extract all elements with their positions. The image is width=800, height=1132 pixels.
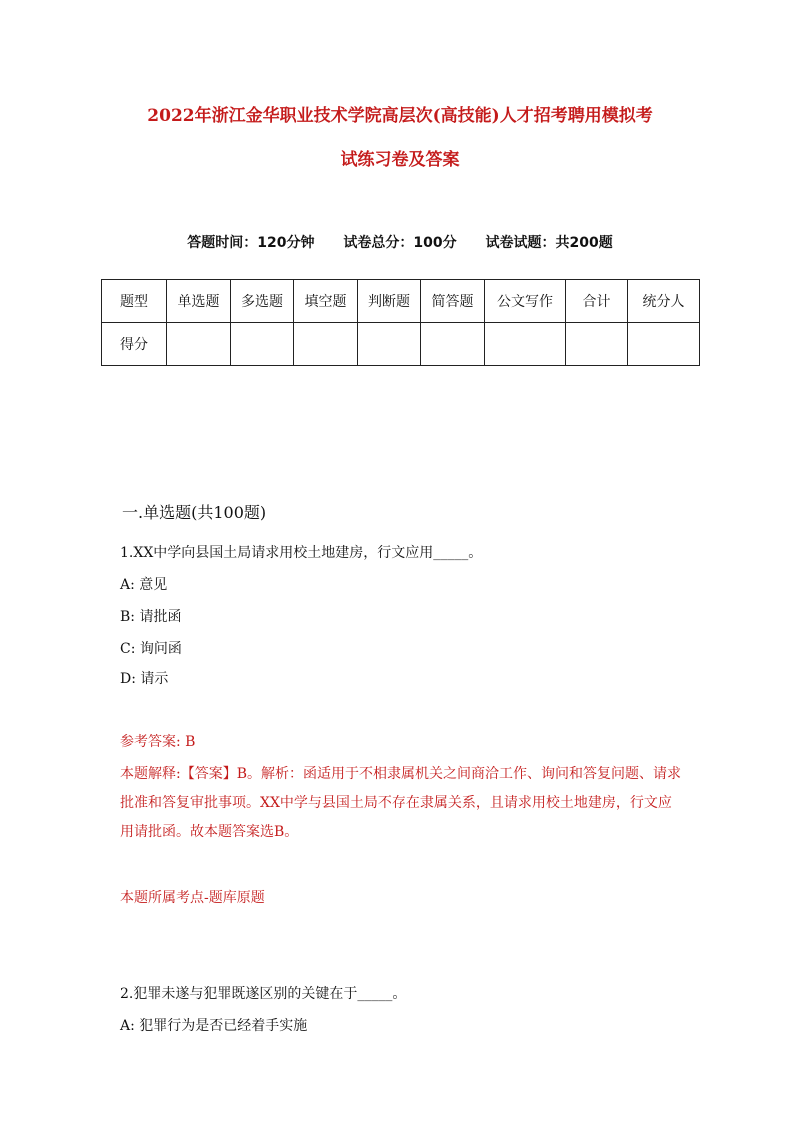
question-1-option-a: A: 意见 — [120, 577, 168, 593]
score-cell — [628, 323, 700, 366]
score-cell — [421, 323, 485, 366]
score-table-header: 简答题 — [421, 280, 485, 323]
score-table-score-row — [102, 323, 700, 366]
score-table-header: 单选题 — [167, 280, 231, 323]
exam-time: 答题时间：120分钟 — [187, 235, 315, 251]
score-cell — [485, 323, 566, 366]
question-2-option-a: A: 犯罪行为是否已经着手实施 — [120, 1018, 308, 1034]
question-1-option-b: B: 请批函 — [120, 609, 182, 625]
score-table-header: 合计 — [566, 280, 628, 323]
score-table-header: 题型 — [102, 280, 167, 323]
question-1-answer: 参考答案: B — [120, 734, 196, 750]
question-2-stem: 2.犯罪未遂与犯罪既遂区别的关键在于_____。 — [120, 986, 407, 1002]
score-row-label: 得分 — [102, 323, 167, 366]
document-title-line-2: 试练习卷及答案 — [340, 150, 460, 170]
section-title: 一.单选题(共100题) — [122, 503, 267, 522]
document-title-line-1: 2022年浙江金华职业技术学院高层次(高技能)人才招考聘用模拟考 — [147, 106, 653, 126]
score-table-header: 多选题 — [231, 280, 294, 323]
exam-meta — [0, 232, 800, 252]
score-table-header: 判断题 — [358, 280, 421, 323]
score-table-header: 统分人 — [628, 280, 700, 323]
question-1-stem: 1.XX中学向县国土局请求用校土地建房，行文应用_____。 — [120, 545, 483, 561]
score-cell — [358, 323, 421, 366]
exam-total-score: 试卷总分：100分 — [343, 235, 457, 251]
score-table-header: 填空题 — [294, 280, 358, 323]
exam-question-count: 试卷试题：共200题 — [485, 235, 613, 251]
question-1-source: 本题所属考点-题库原题 — [120, 890, 265, 906]
score-table-header-row — [102, 280, 700, 323]
score-table-header: 公文写作 — [485, 280, 566, 323]
question-1-explanation: 本题解释:【答案】B。解析：函适用于不相隶属机关之间商洽工作、询问和答复问题、请求批准和答复审批事项。XX中学与县国土局不存在隶属关系，且请求用校土地建房，行文应用请批函。故本题答案选B。 — [120, 766, 682, 840]
score-cell — [566, 323, 628, 366]
question-1-option-c: C: 询问函 — [120, 641, 182, 657]
score-cell — [231, 323, 294, 366]
score-cell — [167, 323, 231, 366]
score-table — [101, 279, 700, 366]
question-1-option-d: D: 请示 — [120, 671, 169, 687]
score-cell — [294, 323, 358, 366]
